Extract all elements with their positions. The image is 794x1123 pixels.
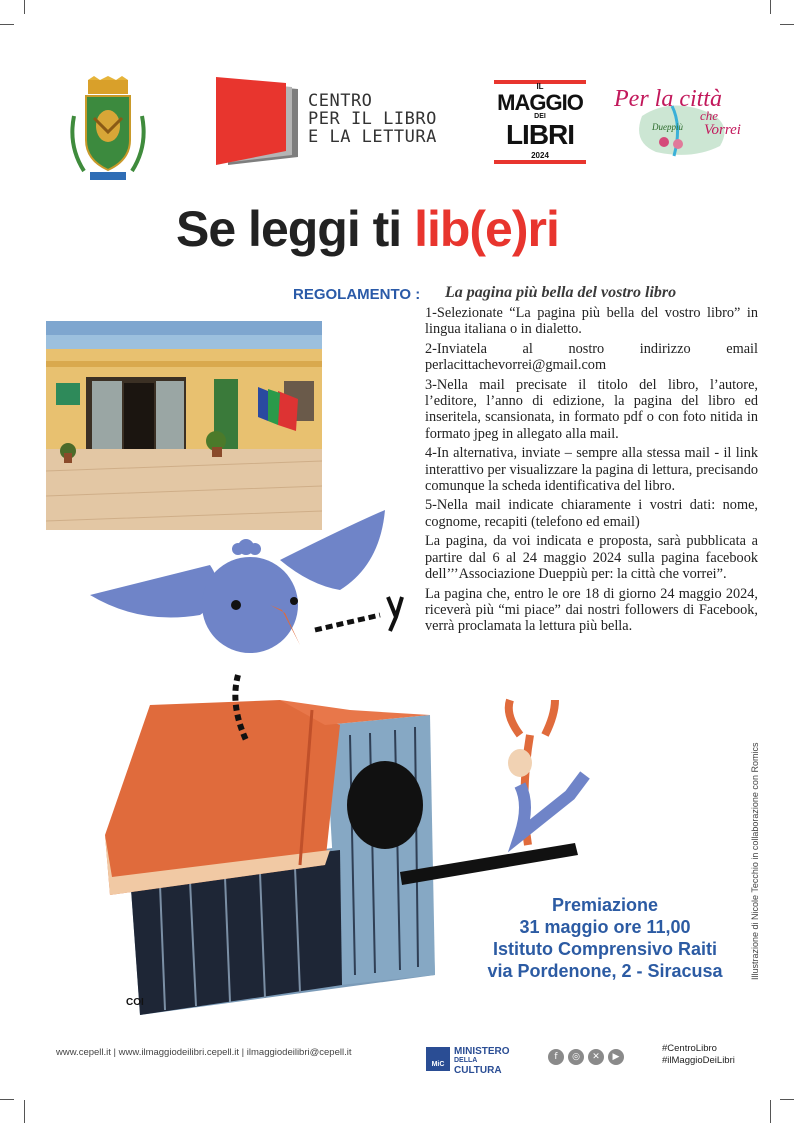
maggio-year: 2024 [531, 151, 549, 160]
illustration-credit: Illustrazione di Nicole Tecchio in collaborazione con Romics [750, 742, 760, 980]
premiazione-venue: Istituto Comprensivo Raiti [492, 939, 717, 959]
association-line1: Per la città [614, 86, 722, 112]
premiazione-address: via Pordenone, 2 - Siracusa [487, 961, 723, 981]
rule-item: 2-Inviatela al nostro indirizzo email perlacittachevorrei@gmail.com [425, 340, 758, 374]
hashtags [662, 1043, 735, 1067]
ministry-logo [426, 1046, 526, 1076]
instagram-icon[interactable]: ◎ [568, 1049, 584, 1065]
ministry-line: DELLA [454, 1057, 478, 1064]
ministry-line: MINISTERO [454, 1046, 510, 1057]
premiazione-title: Premiazione [551, 895, 659, 915]
hashtag[interactable]: #ilMaggioDeiLibri [662, 1055, 735, 1066]
cepell-line: E LA LETTURA [308, 127, 437, 147]
association-line3: Dueppiù [652, 122, 683, 132]
cepell-line: CENTRO [308, 91, 373, 111]
maggio-dei: DEI [534, 113, 546, 120]
association-line2: che [700, 108, 719, 123]
mic-badge [426, 1047, 450, 1071]
maggio-il: IL [536, 82, 544, 91]
maggio-dei-libri-logo [494, 80, 586, 164]
premiazione-block [472, 894, 738, 982]
premiazione-date: 31 maggio ore 11,00 [519, 917, 691, 937]
hashtag[interactable]: #CentroLibro [662, 1043, 717, 1054]
maggio-word: MAGGIO [497, 90, 583, 115]
footer-links[interactable]: www.cepell.it | www.ilmaggiodeilibri.cepell.it | ilmaggiodeilibri@cepell.it [56, 1047, 352, 1058]
regolamento-subtitle: La pagina più bella del vostro libro [445, 284, 677, 301]
association-line4: Vorrei [704, 122, 741, 138]
rule-item: La pagina, da voi indicata e proposta, sarà pubblicata a partire dal 6 al 24 maggio 2024 sulla pagina facebook dell’’’Associazione Dueppiù per: la città che vorrei”. [425, 533, 758, 583]
facebook-icon[interactable]: f [548, 1049, 564, 1065]
crop-mark [24, 0, 25, 14]
rule-item: La pagina che, entro le ore 18 di giorno 24 maggio 2024, riceverà più “mi piace” dai nostri followers di Facebook, verrà proclamata la lettura più bella. [425, 585, 758, 635]
x-icon[interactable]: ✕ [588, 1049, 604, 1065]
cepell-line: PER IL LIBRO [308, 109, 437, 129]
school-entrance-photo [46, 321, 322, 530]
cepell-logo-mark [214, 77, 300, 167]
page-title [176, 200, 559, 258]
rule-item: 4-In alternativa, inviate – sempre alla stessa mail - il link interattivo per visualizzare la pagina di lettura, precisando comunque la scheda identificativa del libro. [425, 445, 758, 495]
title-part2: lib(e)ri [414, 201, 559, 257]
youtube-icon[interactable]: ▶ [608, 1049, 624, 1065]
rule-item: 5-Nella mail indicate chiaramente i vostri dati: nome, cognome, recapiti (telefono ed email) [425, 497, 758, 530]
illustration-signature: COI [126, 997, 144, 1008]
mic-badge-text: MiC [431, 1061, 445, 1068]
social-icons [548, 1046, 628, 1065]
cepell-logo-text [308, 92, 437, 146]
title-part1: Se leggi ti [176, 201, 415, 257]
crop-mark [0, 24, 14, 25]
crop-mark [770, 0, 771, 14]
crop-mark [780, 24, 794, 25]
rule-item: 1-Selezionate “La pagina più bella del vostro libro” in lingua italiana o in dialetto. [425, 305, 758, 338]
crop-mark [0, 1099, 14, 1100]
regolamento-label: REGOLAMENTO : [293, 286, 421, 303]
association-logo [612, 86, 742, 164]
crop-mark [780, 1099, 794, 1100]
siracusa-coat-of-arms [64, 76, 152, 186]
maggio-red-bar [494, 160, 586, 164]
ministry-line: CULTURA [454, 1065, 502, 1076]
maggio-libri: LIBRI [505, 119, 575, 150]
rule-item: 3-Nella mail precisate il titolo del libro, l’autore, l’editore, l’anno di edizione, la pagina del libro ed inseritela, scansionata, in formato pdf o con foto nitida in formato jpeg in allegato alla mail. [425, 376, 758, 442]
ministry-text [454, 1046, 510, 1076]
crop-mark [770, 1100, 771, 1123]
crop-mark [24, 1100, 25, 1123]
